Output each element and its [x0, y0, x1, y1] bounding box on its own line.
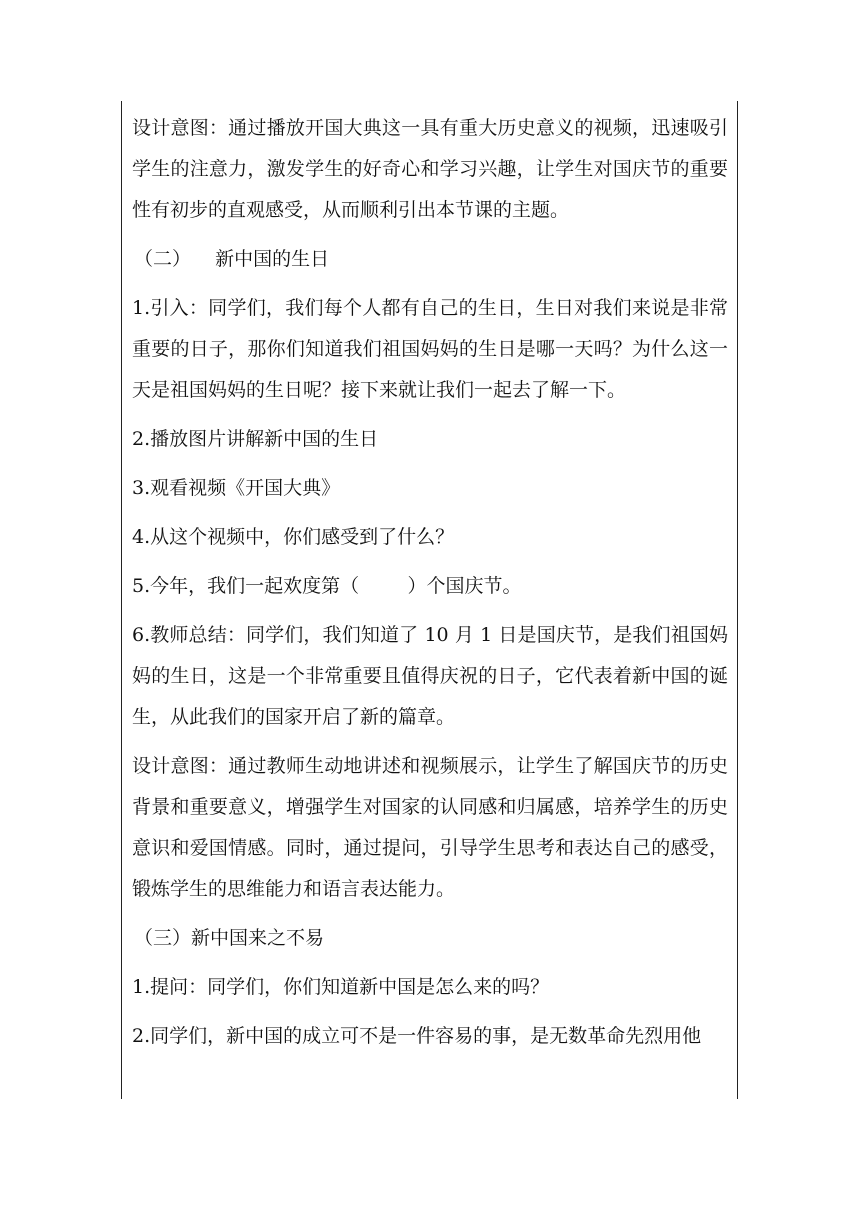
- question-paragraph: 1.提问：同学们，你们知道新中国是怎么来的吗？: [132, 976, 550, 998]
- step-6-paragraph: 6.教师总结：同学们，我们知道了 10 月 1 日是国庆节，是我们祖国妈妈的生日，这是一个非常重要且值得庆祝的日子，它代表着新中国的诞生，从此我们的国家开启了新的篇章。: [132, 624, 728, 728]
- design-intent-paragraph-1: 设计意图：通过播放开国大典这一具有重大历史意义的视频，迅速吸引学生的注意力，激发学生的好奇心和学习兴趣，让学生对国庆节的重要性有初步的直观感受，从而顺利引出本节课的主题。: [132, 117, 728, 221]
- step-3-paragraph: 3.观看视频《开国大典》: [132, 477, 341, 499]
- step-5-paragraph: 5.今年，我们一起欢度第（ ）个国庆节。: [132, 575, 522, 597]
- step-1-paragraph: 1.引入：同学们，我们每个人都有自己的生日，生日对我们来说是非常重要的日子，那你们知道我们祖国妈妈的生日是哪一天吗？为什么这一天是祖国妈妈的生日呢？接下来就让我们一起去了解一下。: [132, 297, 728, 401]
- section-heading-3: （三）新中国来之不易: [134, 927, 325, 949]
- section-heading-2: （二） 新中国的生日: [134, 248, 330, 270]
- step-2-paragraph: 2.播放图片讲解新中国的生日: [132, 428, 379, 450]
- table-cell: [121, 101, 738, 1099]
- explanation-paragraph: 2.同学们，新中国的成立可不是一件容易的事，是无数革命先烈用他: [132, 1025, 702, 1047]
- design-intent-paragraph-2: 设计意图：通过教师生动地讲述和视频展示，让学生了解国庆节的历史背景和重要意义，增强学生对国家的认同感和归属感，培养学生的历史意识和爱国情感。同时，通过提问，引导学生思考和表达自己的感受，锻炼学生的思维能力和语言表达能力。: [132, 755, 728, 900]
- cell-content: [132, 108, 728, 1065]
- step-4-paragraph: 4.从这个视频中，你们感受到了什么？: [132, 526, 455, 548]
